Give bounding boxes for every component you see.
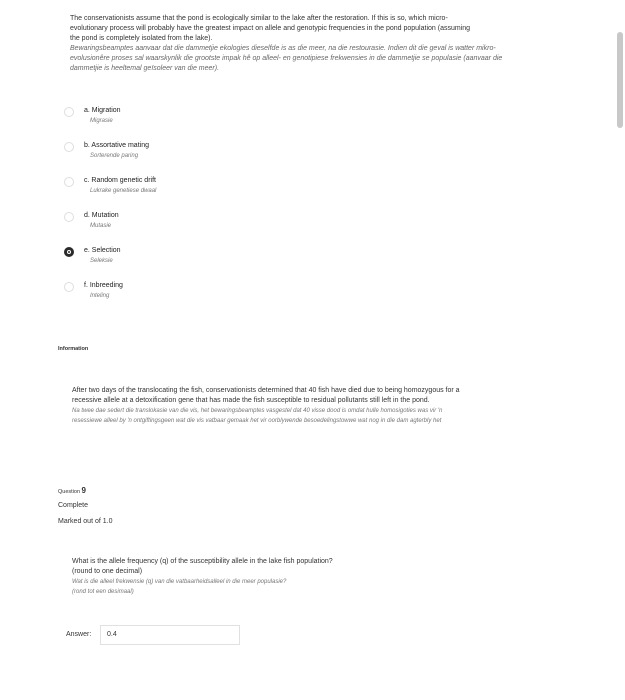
option-label: d. Mutation xyxy=(84,212,119,219)
option-label: e. Selection xyxy=(84,247,121,254)
question-label: Question xyxy=(58,489,81,495)
question-translation-line: evolusionêre proses sal waarskynlik die grootste impak hê op alleel- en genotipiese frekwensies in die dammetjie se populasie (aanvaar die xyxy=(70,55,503,62)
question-8-text xyxy=(70,14,550,74)
information-text xyxy=(72,386,552,426)
question-number-value: 9 xyxy=(81,486,86,495)
option-mutation[interactable] xyxy=(64,209,364,239)
question-translation-line: dammetjie is heeltemal geïsoleer van die meer). xyxy=(70,65,220,72)
question-9-text xyxy=(72,557,552,597)
option-translation: Inteling xyxy=(90,293,110,299)
option-assortative-mating[interactable] xyxy=(64,139,364,169)
option-random-genetic-drift[interactable] xyxy=(64,174,364,204)
question-text-line: (round to one decimal) xyxy=(72,568,143,575)
question-translation-line: Wat is die alleel frekwensie (q) van die vatbaarheidsalleel in die meer populasie? xyxy=(72,579,287,585)
information-translation-line: resessiewe alleel by 'n ontgiftingsgeen wat die vis vatbaar gemaak het vir oorblywende besoedelingstowwe wat nog in die dam agterbly het xyxy=(72,418,442,424)
option-label: b. Assortative mating xyxy=(84,142,149,149)
option-translation: Sorterende paring xyxy=(90,153,139,159)
option-migration[interactable] xyxy=(64,104,364,134)
answer-label: Answer: xyxy=(66,631,92,638)
radio-button[interactable] xyxy=(64,142,74,152)
radio-button[interactable] xyxy=(64,282,74,292)
option-label: c. Random genetic drift xyxy=(84,177,156,184)
scrollbar-thumb[interactable] xyxy=(617,32,623,128)
radio-button-selected[interactable] xyxy=(64,247,74,257)
answer-input[interactable]: 0.4 xyxy=(100,625,240,645)
option-translation: Seleksie xyxy=(90,258,113,264)
radio-button[interactable] xyxy=(64,177,74,187)
option-translation: Lukrake genetiese dwaal xyxy=(90,188,157,194)
option-translation: Migrasie xyxy=(90,118,113,124)
question-text-line: the pond is completely isolated from the lake). xyxy=(70,35,213,42)
information-text-line: recessive allele at a detoxification gene that has made the fish susceptible to residual pollutants still left in the pond. xyxy=(72,397,430,404)
question-text-line: evolutionary process will probably have the greatest impact on allele and genotypic frequencies in the pond population (assuming xyxy=(70,25,471,32)
question-number xyxy=(58,486,86,495)
radio-button[interactable] xyxy=(64,212,74,222)
question-text-line: What is the allele frequency (q) of the susceptibility allele in the lake fish population? xyxy=(72,558,333,565)
question-translation-line: (rond tot een desimaal) xyxy=(72,589,134,595)
option-label: f. Inbreeding xyxy=(84,282,123,289)
option-selection[interactable] xyxy=(64,244,364,274)
radio-button[interactable] xyxy=(64,107,74,117)
information-translation-line: Na twee dae sedert die translokasie van die vis, het bewaringsbeamptes vasgestel dat 40 visse dood is omdat hulle homosigoties was vir 'n xyxy=(72,408,443,414)
option-translation: Mutasie xyxy=(90,223,112,229)
question-marks: Marked out of 1.0 xyxy=(58,518,113,525)
information-text-line: After two days of the translocating the fish, conservationists determined that 40 fish have died due to being homozygous for a xyxy=(72,387,460,394)
information-label: Information xyxy=(58,346,89,352)
question-status: Complete xyxy=(58,502,88,509)
question-text-line: The conservationists assume that the pond is ecologically similar to the lake after the restoration. If this is so, which micro- xyxy=(70,15,448,22)
question-translation-line: Bewaringsbeamptes aanvaar dat die dammetjie ekologies dieselfde is as die meer, na die restourasie. Indien dit die geval is watter mikro- xyxy=(70,45,496,52)
option-label: a. Migration xyxy=(84,107,121,114)
option-inbreeding[interactable] xyxy=(64,279,364,309)
